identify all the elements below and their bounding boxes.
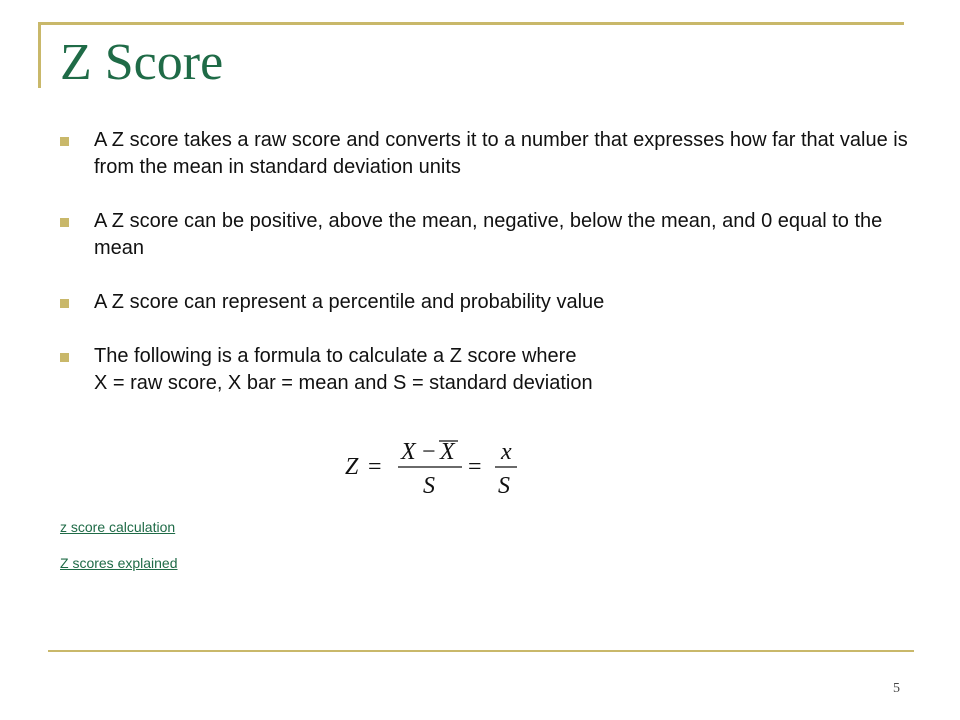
bullet-square-icon [60, 218, 69, 227]
bullet-square-icon [60, 137, 69, 146]
formula-small-x: x [501, 439, 512, 465]
bullet-text-line-2: X = raw score, X bar = mean and S = standard deviation [94, 372, 593, 394]
bullet-text-line-1: The following is a formula to calculate a Z score where [94, 345, 577, 367]
frame-left-rule [38, 22, 41, 88]
formula-minus: − [422, 439, 436, 465]
bullet-text: A Z score can be positive, above the mean, negative, below the mean, and 0 equal to the mean [94, 210, 883, 259]
formula-equals-1: = [368, 454, 382, 480]
bullet-item [60, 127, 910, 181]
link-z-scores-explained[interactable]: Z scores explained [60, 555, 178, 571]
bullet-list [60, 127, 910, 397]
bullet-square-icon [60, 299, 69, 308]
bullet-text: A Z score takes a raw score and converts it to a number that expresses how far that value is from the mean in standard deviation units [94, 129, 908, 178]
frame-bottom-rule [48, 650, 914, 652]
bullet-item [60, 289, 910, 316]
z-score-formula [343, 437, 533, 499]
bullet-text: A Z score can represent a percentile and probability value [94, 291, 605, 313]
bullet-item [60, 208, 910, 262]
formula-s-1: S [423, 473, 435, 499]
bullet-square-icon [60, 353, 69, 362]
frame-top-rule [38, 22, 904, 25]
link-z-score-calculation[interactable]: z score calculation [60, 519, 176, 535]
bullet-item [60, 343, 910, 397]
formula-x: X [401, 439, 416, 465]
slide-title: Z Score [60, 34, 224, 91]
formula-z: Z [345, 454, 359, 480]
formula-x-bar: X [440, 439, 455, 465]
page-number: 5 [893, 681, 900, 696]
formula-s-2: S [498, 473, 510, 499]
formula-equals-2: = [468, 454, 482, 480]
